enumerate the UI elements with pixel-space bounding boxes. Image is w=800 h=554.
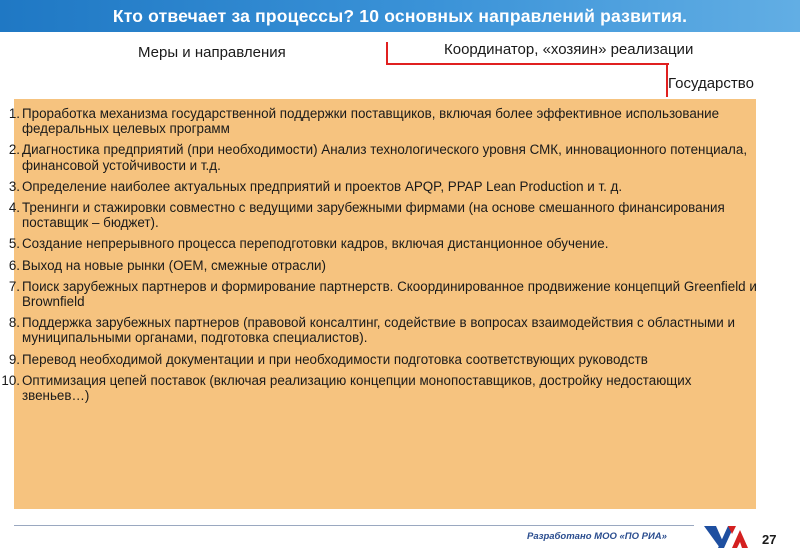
slide-title: Кто отвечает за процессы? 10 основных направлений развития.	[0, 0, 800, 32]
item-number: 4.	[8, 200, 20, 216]
state-column-marker	[666, 63, 668, 97]
item-text: Поддержка зарубежных партнеров (правовой консалтинг, содействие в вопросах взаимодействия с областными и муниципальными органами, подготовка специалистов).	[22, 315, 735, 346]
item-text: Перевод необходимой документации и при необходимости подготовка соответствующих руководств	[22, 351, 648, 367]
ria-logo-icon	[702, 522, 752, 550]
item-number: 7.	[8, 278, 20, 294]
list-item	[8, 278, 760, 310]
item-text: Определение наиболее актуальных предприятий и проектов APQP, PPAP Lean Production и т. д.	[22, 178, 623, 194]
item-number: 10.	[1, 372, 20, 388]
item-number: 5.	[8, 236, 20, 252]
list-item	[8, 351, 760, 367]
list-item	[8, 315, 760, 346]
list-item	[8, 236, 760, 252]
list-item	[8, 200, 760, 231]
item-number: 1.	[8, 106, 20, 121]
item-text: Тренинги и стажировки совместно с ведущими зарубежными фирмами (на основе смешанного финансирования поставщик – бюджет).	[22, 200, 725, 231]
item-number: 9.	[8, 351, 20, 367]
item-number: 8.	[8, 315, 20, 331]
list-item	[8, 178, 760, 194]
list-item	[8, 106, 760, 137]
header-coordinator: Координатор, «хозяин» реализации	[444, 41, 694, 58]
item-text: Диагностика предприятий (при необходимости) Анализ технологического уровня СМК, инновационного потенциала, финансовой устойчивости и т.д.	[22, 142, 748, 173]
item-number: 2.	[8, 142, 20, 158]
footer-divider	[14, 525, 694, 526]
item-text: Выход на новые рынки (OEM, смежные отрасли)	[22, 257, 326, 273]
item-number: 3.	[8, 178, 20, 194]
item-text: Оптимизация цепей поставок (включая реализацию концепции монопоставщиков, достройку недостающих звеньев…)	[22, 372, 692, 404]
coordinator-bracket	[386, 42, 669, 65]
header-measures: Меры и направления	[138, 44, 286, 61]
page-number: 27	[762, 532, 777, 547]
measures-list	[1, 106, 760, 409]
list-item	[1, 372, 760, 404]
list-item	[8, 142, 760, 173]
list-item	[8, 257, 760, 273]
item-number: 6.	[8, 257, 20, 273]
item-text: Создание непрерывного процесса переподготовки кадров, включая дистанционное обучение.	[22, 236, 609, 252]
item-text: Поиск зарубежных партнеров и формирование партнерств. Скоординированное продвижение концепций Greenfield и Brownfield	[22, 278, 757, 310]
footer-credit: Разработано МОО «ПО РИА»	[527, 531, 667, 542]
header-state: Государство	[668, 75, 754, 92]
item-text: Проработка механизма государственной поддержки поставщиков, включая более эффективное использование федеральных целевых программ	[22, 106, 720, 137]
